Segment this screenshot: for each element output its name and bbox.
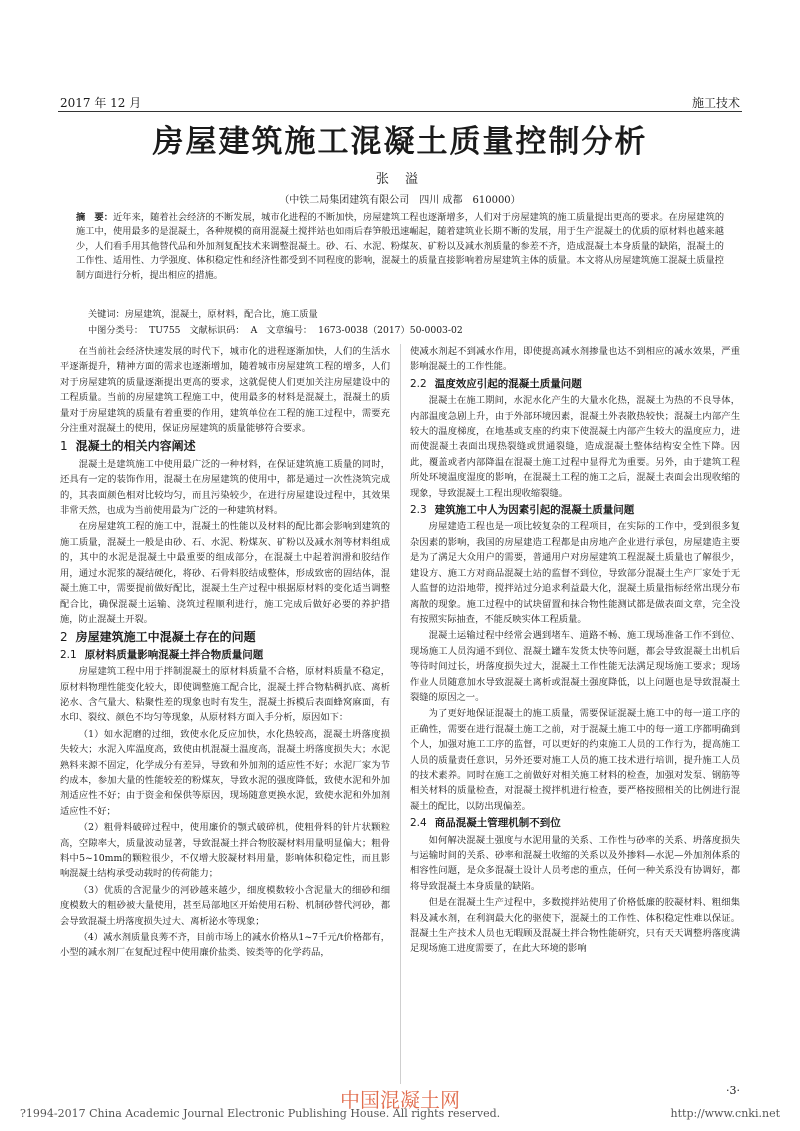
section-2-1-item-4: （4）减水剂质量良莠不齐，目前市场上的减水价格从1~7千元/t价格都有，小型的减水剂厂在复配过程中使用廉价盐类、铵类等的化学药品， [60, 932, 390, 959]
keywords-text: 房屋建筑，混凝土，原材料，配合比，施工质量 [124, 309, 318, 320]
section-2-2-title: 温度效应引起的混凝土质量问题 [434, 377, 582, 390]
abstract [76, 211, 724, 283]
section-2-1-heading [60, 648, 390, 663]
section-2-title: 房屋建筑施工中混凝土存在的问题 [75, 630, 256, 645]
section-2-3-paragraph-3: 为了更好地保证混凝土的施工质量，需要保证混凝土施工中的每一道工序的正确性，需要在进行混凝土施工之前，对于混凝土施工中的每一道工序都明确到个人，加强对施工工序的监督，可以更好的约束施工人员的工作行为，提高施工人员的质量责任意识，另外还要对施工人员的施工技术进行培训，提升施工人员的技术素养。同时在施工之前做好对相关施工材料的检查，加强对发泵、钢筋等相关材料的质量检查，对混凝土搅拌机进行检查，要严格按照相关的比例进行混凝土的配比，以防出现偏差。 [410, 708, 740, 812]
clc-value: TU755 [149, 325, 181, 336]
section-2-4-title: 商品混凝土管理机制不到位 [434, 817, 561, 830]
intro-paragraph: 在当前社会经济快速发展的时代下，城市化的进程逐渐加快，人们的生活水平逐渐提升，精神方面的需求也逐渐增加，随着城市房屋建筑工程的增多，人们对于房屋建筑的质量逐渐提出更高的要求，这就促使人们更加关注房屋建设中的工程质量。当前的房屋建筑工程施工中，使用最多的材料是混凝土，混凝土的质量对于房屋建筑的质量有着重要的作用，建筑单位在工程的施工过程中，需要充分注重对混凝土的使用，保证房屋建筑的质量能够符合要求。 [60, 346, 390, 435]
section-2-1-item-1: （1）如水泥磨的过细，致使水化反应加快，水化热较高，混凝土坍落度损失较大；水泥入库温度高，致使由机混凝土温度高，混凝土坍落度损失大；水泥熟料来源不固定，化学成分有差异，导致和外加剂的适应性不好；水泥厂家为节约成本，参加大量的性能较差的粉煤灰，导致水泥的强度降低，致使水泥和外加剂适应性不好；由于资金和保供等原因，现场随意更换水泥，致使水泥和外加剂适应性不好； [60, 728, 390, 817]
section-2-4-heading [410, 816, 740, 831]
header-date: 2017 年 12 月 [60, 96, 142, 110]
section-2-2-heading [410, 377, 740, 392]
page-number: ·3· [726, 1084, 740, 1097]
section-2-1-paragraph-1: 房屋建筑工程中用于拌制混凝土的原材料质量不合格，原材料质量不稳定，原材料物理性能变化较大，即使调整施工配合比，混凝土拌合物粘稠扒底、离析泌水、含气量大、粘聚性差的现象也时有发生，混凝土拆模后表面蜂窝麻面，有水印、裂纹、颜色不均匀等现象，从原材料方面入手分析，原因如下： [60, 666, 390, 724]
section-2-3-number: 2.3 [410, 504, 427, 517]
abstract-text: 近年来，随着社会经济的不断发展，城市化进程的不断加快，房屋建筑工程也逐渐增多，人们对于房屋建筑的施工质量提出更高的要求。在房屋建筑的施工中，使用最多的是混凝土，各种规模的商用混凝土搅拌站也如雨后春笋般迅速崛起，随着建筑业长期不断的发展，用于生产混凝土的优质的原材料也越来越少，人们看手用其他替代品和外加剂复配技术来调整混凝土。砂、石、水泥、粉煤灰、矿粉以及减水剂质量的参差不齐，造成混凝土本身质量的缺陷，混凝土的工作性、适用性、力学强度、体积稳定性和经济性都受到不同程度的影响，混凝土的质量直接影响着房屋建筑主体的质量。本文将从房屋建筑施工混凝土质量控制方面进行分析，提出相应的措施。 [76, 212, 725, 281]
header-section: 施工技术 [691, 96, 740, 110]
left-column [60, 344, 390, 962]
copyright-line [20, 1107, 780, 1120]
section-2-4-number: 2.4 [410, 817, 427, 830]
watermark: 中国混凝土网 [340, 1088, 460, 1112]
article-value: 1673-0038（2017）50-0003-02 [318, 325, 463, 336]
section-2-4-paragraph-2: 但是在混凝土生产过程中，多数搅拌站使用了价格低廉的胶凝材料、粗细集料及减水剂，在利润最大化的驱使下，混凝土的工作性、体积稳定性难以保证。混凝土生产技术人员也无暇顾及混凝土拌合物性能研究，只有天天调整坍落度满足现场施工进度需要了，在此大环境的影响 [410, 897, 740, 955]
header-rule [58, 111, 742, 112]
section-2-number: 2 [60, 630, 68, 645]
section-2-3-heading [410, 503, 740, 518]
author: 张 溢 [375, 172, 425, 187]
classification-row [88, 322, 724, 336]
section-1-number: 1 [60, 439, 68, 454]
section-2-1-title: 原材料质量影响混凝土拌合物质量问题 [84, 648, 264, 661]
section-1-title: 混凝土的相关内容阐述 [75, 439, 196, 454]
cnki-link[interactable]: http://www.cnki.net [670, 1107, 780, 1120]
section-1-paragraph-1: 混凝土是建筑施工中使用最广泛的一种材料，在保证建筑施工质量的同时，还具有一定的装饰作用，混凝土在房屋建筑的使用中，都是通过一次性浇筑完成的，其表面颜色相对比较均匀，而且污染较少，在进行房屋建设过程中，其效果非常天然，也成为当前使用最为广泛的一种建筑材料。 [60, 458, 390, 517]
doc-value: A [250, 325, 258, 336]
right-column [410, 344, 740, 958]
clc-label: 中图分类号： [88, 325, 144, 336]
article-label: 文章编号： [266, 325, 313, 336]
section-2-4-paragraph-1: 如何解决混凝土强度与水泥用量的关系、工作性与砂率的关系、坍落度损失与运输时间的关系、砂率和混凝土收缩的关系以及外掺料—水泥—外加剂体系的相容性问题，是众多混凝土设计人员考虑的重点，任何一种关系没有协调好，都将导致混凝土本身质量的缺陷。 [410, 834, 740, 892]
abstract-label: 摘 要： [76, 212, 114, 223]
section-2-1-item-3: （3）优质的含泥量少的河砂越来越少，细度模数较小含泥量大的细砂和细度模数大的粗砂被大量使用，甚至局部地区开始使用石粉、机制砂替代河砂，都会导致混凝土坍落度损失过大、离析泌水等现象； [60, 884, 390, 927]
section-2-1-item-2: （2）粗骨料破碎过程中，使用廉价的颚式破碎机，使粗骨料的针片状颗粒高，空隙率大，质量波动显著，导致混凝土拌合物胶凝材料用量明显偏大；粗骨料中5~10mm的颗粒很少，不仅增大胶凝材料用量，影响体积稳定性，而且影响混凝土结构承受动载时的传荷能力； [60, 822, 390, 880]
section-1-heading [60, 439, 390, 454]
continued-paragraph: 使减水剂起不到减水作用，即使提高减水剂掺量也达不到相应的减水效果，严重影响混凝土的工作性能。 [410, 346, 740, 373]
keywords-label: 关键词： [88, 309, 125, 320]
copyright-text: ?1994-2017 China Academic Journal Electronic Publishing House. All rights reserved. [20, 1107, 501, 1120]
section-2-2-paragraph: 混凝土在施工期间，水泥水化产生的大量水化热，混凝土为热的不良导体，内部温度急剧上升，由于外部环境因素，混凝土外表散热较快；混凝土内部产生较大的温度梯度，在地基或支座的约束下使混凝土内部产生较大的温度应力，进而使混凝土表面出现热裂缝或贯通裂缝，造成混凝土整体结构安全性下降。因此，覆盖或者内部降温在混凝土施工过程中显得尤为重要。另外，由于建筑工程所处环境温度湿度的影响，在混凝土工程的施工之后，混凝土表面会出现收缩的现象，导致混凝土工程出现收缩裂缝。 [410, 395, 740, 499]
paper-title: 房屋建筑施工混凝土质量控制分析 [152, 124, 648, 160]
affiliation: （中铁二局集团建筑有限公司 四川 成都 610000） [279, 195, 521, 206]
section-2-3-paragraph-1: 房屋建造工程也是一项比较复杂的工程项目，在实际的工作中，受到很多复杂因素的影响，我国的房屋建造工程都是由房地产企业进行承包，房屋建造主要是为了满足大众用户的需要，普通用户对房屋建筑工程混凝土质量也了解很少，建设方、施工方对商品混凝土站的监督不到位，导致部分混凝土生产厂家处于无人监督的边沿地带，搅拌站过分追求利益最大化，混凝土质量指标经常出现分布离散的现象。施工过程中的试块留置和抹合物性能测试都是做表面文章，完全没有按照实际抽查，不能反映实体工程质量。 [410, 521, 740, 625]
section-2-3-title: 建筑施工中人为因素引起的混凝土质量问题 [434, 504, 635, 517]
section-2-2-number: 2.2 [410, 377, 427, 390]
section-2-3-paragraph-2: 混凝土运输过程中经常会遇到堵车、道路不畅、施工现场准备工作不到位、现场施工人员沟通不到位、混凝土罐车发货太快等问题，都会导致混凝土出机后等待时间过长，坍落度损失过大，混凝土工作性能无法满足现场施工要求；现场作业人员随意加水导致混凝土离析或混凝土强度降低，以上问题也是导致混凝土裂缝的原因之一。 [410, 630, 740, 703]
keywords [88, 306, 724, 320]
column-divider [400, 344, 401, 1084]
section-2-heading [60, 630, 390, 645]
section-1-paragraph-2: 在房屋建筑工程的施工中，混凝土的性能以及材料的配比都会影响到建筑的施工质量，混凝土一般是由砂、石、水泥、粉煤灰、矿粉以及减水剂等材料组成的，其中的水泥是混凝土中最重要的组成部分，在混凝土中起着润滑和胶结作用，通过水泥浆的凝结硬化，将砂、石骨料胶结成整体，形成致密的固结体，混凝土施工中，需要提前做好配比，混凝土生产过程中根据原材料的变化适当调整配合比，确保混凝土运输、浇筑过程顺利进行，施工完成后做好必要的养护措施，防止混凝土开裂。 [60, 521, 390, 625]
section-2-1-number: 2.1 [60, 648, 77, 661]
doc-label: 文献标识码： [189, 325, 245, 336]
